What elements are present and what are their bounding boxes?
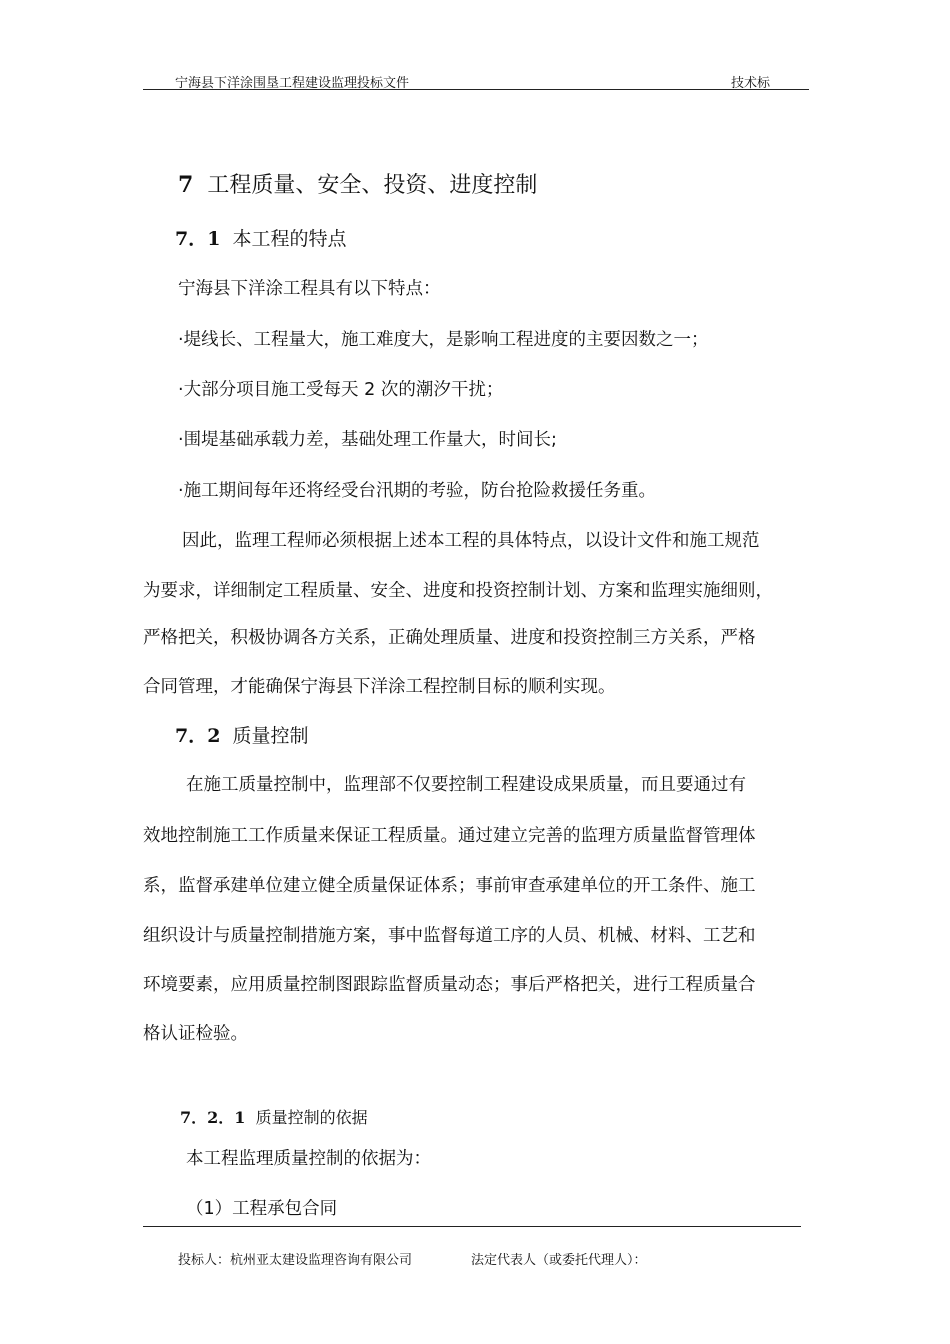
paragraph-line: 严格把关，积极协调各方关系，正确处理质量、进度和投资控制三方关系，严格 [143,628,756,648]
page-header [143,70,809,90]
paragraph-line: 效地控制施工工作质量来保证工程质量。通过建立完善的监理方质量监督管理体 [143,826,756,846]
section-7-title: 工程质量、安全、投资、进度控制 [207,173,538,198]
section-7-2-title: 质量控制 [232,725,309,747]
section-7-2-number: 7．2 [175,725,221,747]
section-7-1-number: 7．1 [175,228,221,250]
paragraph-line: 系，监督承建单位建立健全质量保证体系；事前审查承建单位的开工条件、施工 [143,876,756,896]
paragraph-line: 格认证检验。 [143,1024,248,1044]
paragraph-line: 组织设计与质量控制措施方案，事中监督每道工序的人员、机械、材料、工艺和 [143,926,756,946]
section-7-heading [178,168,537,199]
section-7-2-1-intro: 本工程监理质量控制的依据为： [186,1149,431,1169]
paragraph-line: 为要求，详细制定工程质量、安全、进度和投资控制计划、方案和监理实施细则， [143,581,773,601]
paragraph-line: 在施工质量控制中，监理部不仅要控制工程建设成果质量，而且要通过有 [186,775,746,795]
footer-divider [143,1226,801,1227]
bullet-item: ·大部分项目施工受每天 2 次的潮汐干扰； [178,380,504,400]
bullet-item: ·围堤基础承载力差，基础处理工作量大，时间长; [178,430,557,450]
paragraph-line: 合同管理，才能确保宁海县下洋涂工程控制目标的顺利实现。 [143,677,616,697]
paragraph-line: 环境要素，应用质量控制图跟踪监督质量动态；事后严格把关，进行工程质量合 [143,975,756,995]
section-7-2-1-heading [180,1105,368,1128]
footer-bidder: 投标人：杭州亚太建设监理咨询有限公司 [178,1253,413,1268]
bullet-item: ·施工期间每年还将经受台汛期的考验，防台抢险救援任务重。 [178,481,657,501]
section-7-1-intro: 宁海县下洋涂工程具有以下特点： [178,279,441,299]
bullet-item: ·堤线长、工程量大，施工难度大，是影响工程进度的主要因数之一； [178,330,709,350]
section-7-1-title: 本工程的特点 [232,228,347,250]
section-7-number: 7 [178,172,194,198]
list-item: （1）工程承包合同 [186,1199,338,1219]
header-label: 技术标 [731,76,771,91]
paragraph-line: 因此，监理工程师必须根据上述本工程的具体特点，以设计文件和施工规范 [182,531,760,551]
section-7-1-heading [175,224,347,251]
section-7-2-heading [175,721,309,748]
header-title: 宁海县下洋涂围垦工程建设监理投标文件 [175,76,410,91]
section-7-2-1-number: 7．2．1 [180,1108,246,1127]
footer-representative: 法定代表人（或委托代理人）： [471,1253,647,1268]
section-7-2-1-title: 质量控制的依据 [255,1108,368,1127]
